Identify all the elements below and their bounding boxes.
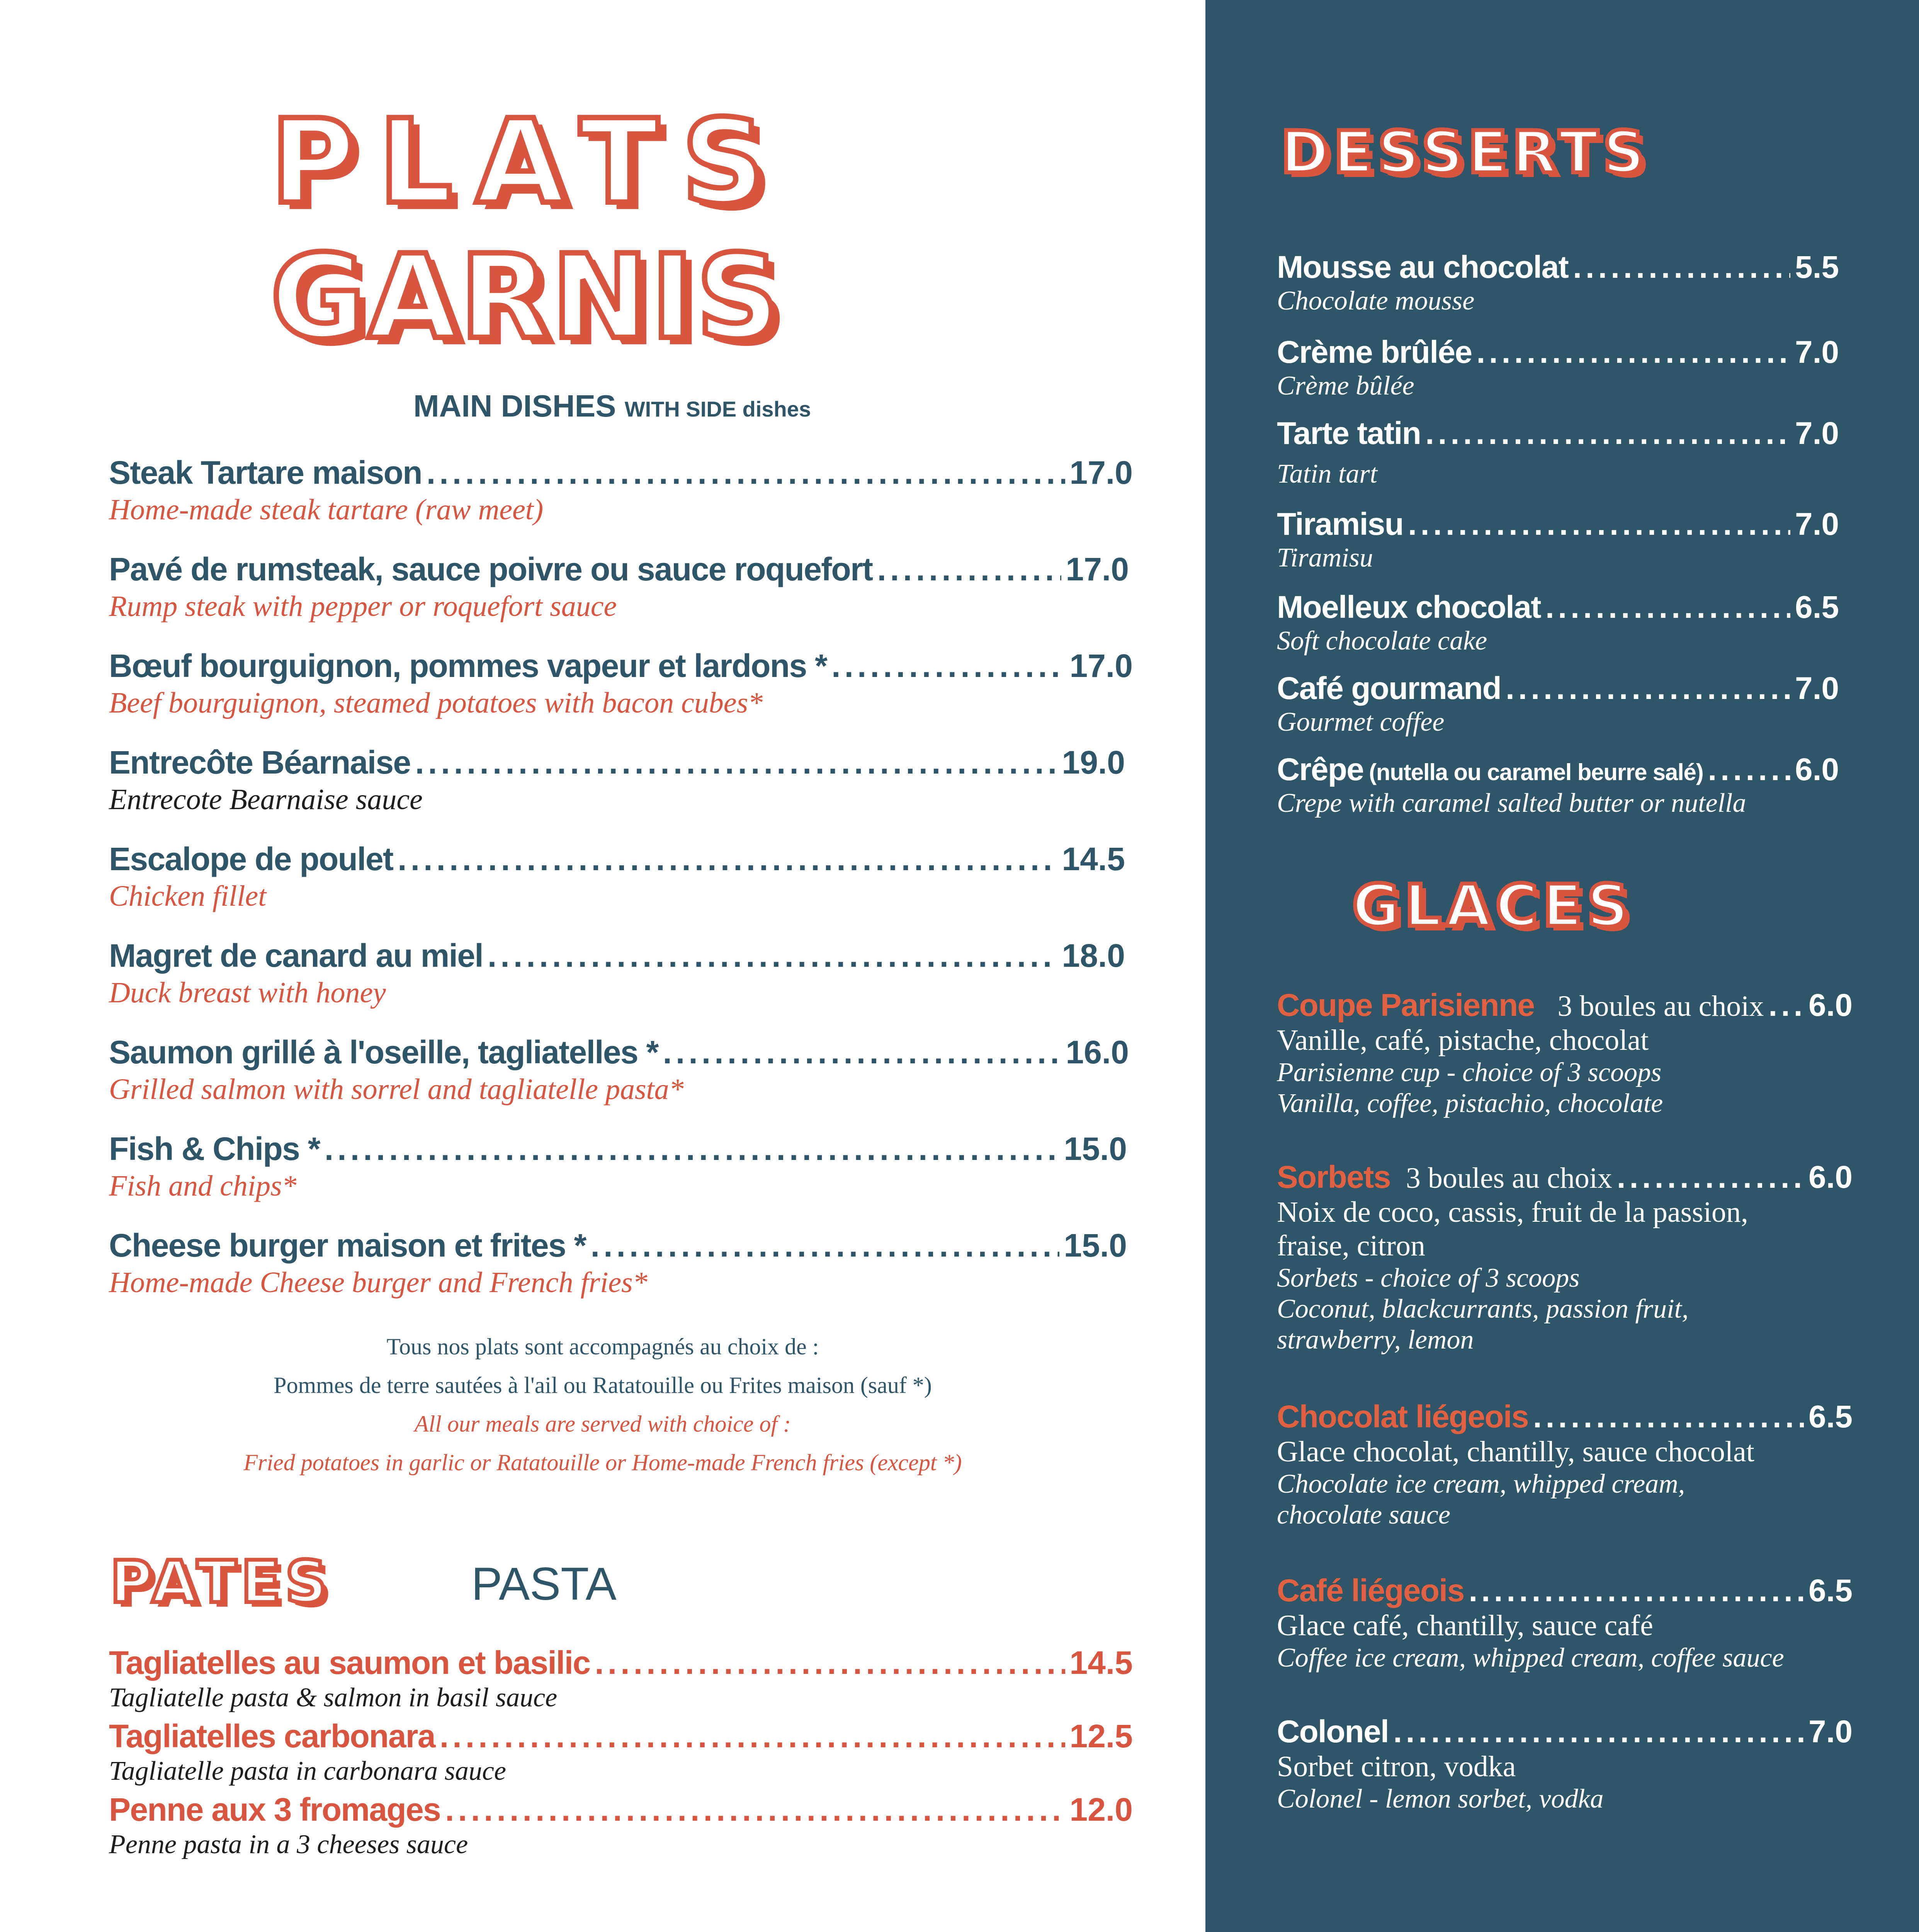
item-price: 19.0 — [1062, 744, 1125, 781]
item-name: Crêpe — [1277, 752, 1364, 787]
menu-item — [1277, 1573, 1853, 1673]
item-name: Sorbets — [1277, 1160, 1390, 1195]
item-desc: Tagliatelle pasta & salmon in basil sauce — [109, 1683, 558, 1713]
item-name: Bœuf bourguignon, pommes vapeur et lardons * — [109, 648, 827, 684]
menu-item — [1277, 249, 1839, 316]
side-dish-note-fr-2: Pommes de terre sautées à l'ail ou Ratatouille ou Frites maison (sauf *) — [274, 1372, 932, 1398]
item-desc: Colonel - lemon sorbet, vodka — [1277, 1784, 1604, 1814]
item-desc: Tatin tart — [1277, 459, 1378, 489]
leader-dots — [1425, 415, 1790, 452]
item-name: Magret de canard au miel — [109, 937, 483, 974]
item-line: Glace café, chantilly, sauce café — [1277, 1609, 1653, 1642]
item-name: Café gourmand — [1277, 671, 1501, 706]
item-name: Fish & Chips * — [109, 1131, 320, 1167]
item-name: Penne aux 3 fromages — [109, 1791, 441, 1828]
leader-dots — [1573, 249, 1790, 286]
item-desc: Home-made Cheese burger and French fries* — [109, 1266, 648, 1299]
leader-dots — [427, 454, 1065, 492]
menu-item — [1277, 1714, 1853, 1815]
menu-item — [109, 1130, 1127, 1203]
menu-item — [1277, 987, 1853, 1119]
item-desc: Grilled salmon with sorrel and tagliatelle pasta* — [109, 1073, 684, 1105]
item-desc: Tagliatelle pasta in carbonara sauce — [109, 1756, 506, 1786]
item-price: 15.0 — [1064, 1227, 1127, 1264]
item-desc: chocolate sauce — [1277, 1500, 1450, 1530]
item-name: Tagliatelles carbonara — [109, 1718, 435, 1754]
item-price: 12.0 — [1069, 1791, 1133, 1828]
leader-dots — [415, 744, 1057, 781]
item-desc: Coconut, blackcurrants, passion fruit, — [1277, 1294, 1689, 1324]
item-name: Steak Tartare maison — [109, 454, 422, 491]
item-price: 17.0 — [1066, 551, 1129, 587]
leader-dots — [831, 647, 1065, 685]
leader-dots — [591, 1227, 1059, 1264]
item-price: 12.5 — [1069, 1718, 1133, 1754]
item-desc: Chicken fillet — [109, 880, 267, 912]
leader-dots — [1768, 987, 1804, 1024]
menu-item — [109, 454, 1133, 527]
menu-item — [109, 840, 1125, 913]
item-line: fraise, citron — [1277, 1230, 1426, 1262]
item-desc: Sorbets - choice of 3 scoops — [1277, 1263, 1580, 1293]
plats-subtitle-small: WITH SIDE dishes — [624, 397, 811, 421]
leader-dots — [445, 1791, 1065, 1828]
item-desc: Tiramisu — [1277, 543, 1373, 573]
leader-dots — [1545, 589, 1790, 626]
menu-item — [1277, 415, 1839, 490]
item-price: 18.0 — [1062, 937, 1125, 974]
menu-item — [109, 551, 1129, 623]
item-name: Cheese burger maison et frites * — [109, 1227, 586, 1264]
item-name: Moelleux chocolat — [1277, 590, 1541, 625]
item-desc: Soft chocolate cake — [1277, 626, 1487, 656]
leader-dots — [1393, 1714, 1804, 1750]
plats-title-line1: PLATS — [270, 95, 789, 230]
leader-dots — [1476, 334, 1790, 371]
item-line: Noix de coco, cassis, fruit de la passion, — [1277, 1196, 1748, 1228]
leader-dots — [1506, 670, 1790, 707]
item-line: Sorbet citron, vodka — [1277, 1750, 1516, 1783]
item-price: 14.5 — [1069, 1645, 1133, 1681]
item-price: 6.5 — [1795, 590, 1839, 625]
plats-subtitle-main: MAIN DISHES — [413, 389, 616, 423]
item-price: 6.5 — [1809, 1399, 1853, 1434]
item-name: Entrecôte Béarnaise — [109, 744, 411, 781]
item-desc: Home-made steak tartare (raw meet) — [109, 493, 544, 526]
leader-dots — [1617, 1159, 1804, 1196]
leader-dots — [1469, 1573, 1804, 1609]
desserts-title: DESSERTS — [1281, 119, 1649, 186]
leader-dots — [488, 937, 1057, 975]
pates-title: PATES — [110, 1549, 332, 1616]
item-price: 6.0 — [1809, 1160, 1853, 1195]
side-dish-note-en-1: All our meals are served with choice of : — [414, 1411, 791, 1437]
menu-item — [109, 1644, 1133, 1713]
item-price: 16.0 — [1066, 1034, 1129, 1070]
item-desc: Chocolate mousse — [1277, 286, 1475, 316]
menu-item — [1277, 589, 1839, 656]
item-line: Vanille, café, pistache, chocolat — [1277, 1024, 1649, 1056]
item-price: 7.0 — [1795, 416, 1839, 451]
menu-item — [109, 647, 1133, 720]
menu-item — [109, 937, 1125, 1010]
leader-dots — [398, 840, 1057, 878]
menu-item — [109, 1718, 1133, 1787]
glaces-title: GLACES — [1352, 872, 1633, 940]
item-desc: Gourmet coffee — [1277, 707, 1445, 737]
item-name: Tarte tatin — [1277, 416, 1421, 451]
leader-dots — [1533, 1399, 1804, 1435]
item-price: 7.0 — [1795, 671, 1839, 706]
menu-item — [109, 1034, 1129, 1106]
item-price: 7.0 — [1795, 335, 1839, 370]
item-desc: Coffee ice cream, whipped cream, coffee sauce — [1277, 1643, 1784, 1673]
item-desc: strawberry, lemon — [1277, 1325, 1474, 1355]
item-price: 7.0 — [1809, 1714, 1853, 1749]
menu-item — [109, 1227, 1127, 1299]
menu-item — [1277, 1159, 1853, 1355]
plats-title-line2: GARNIS — [270, 230, 782, 365]
item-name: Café liégeois — [1277, 1573, 1464, 1608]
menu-item — [1277, 1399, 1853, 1531]
item-price: 6.0 — [1795, 752, 1839, 787]
item-desc: Parisienne cup - choice of 3 scoops — [1277, 1058, 1662, 1087]
item-desc: Duck breast with honey — [109, 976, 386, 1009]
item-choice: 3 boules au choix — [1557, 990, 1764, 1022]
item-desc: Crepe with caramel salted butter or nutella — [1277, 788, 1746, 818]
item-price: 17.0 — [1069, 648, 1133, 684]
pates-subtitle: PASTA — [471, 1558, 617, 1610]
item-desc: Chocolate ice cream, whipped cream, — [1277, 1469, 1685, 1499]
item-price: 15.0 — [1064, 1131, 1127, 1167]
item-desc: Rump steak with pepper or roquefort sauce — [109, 590, 617, 622]
item-price: 7.0 — [1795, 507, 1839, 542]
item-price: 6.5 — [1809, 1573, 1853, 1608]
leader-dots — [325, 1130, 1059, 1168]
leader-dots — [663, 1034, 1061, 1071]
leader-dots — [440, 1718, 1065, 1755]
item-price: 17.0 — [1069, 454, 1133, 491]
plats-subtitle — [413, 388, 811, 424]
item-choice: 3 boules au choix — [1406, 1162, 1612, 1194]
item-price: 14.5 — [1062, 841, 1125, 877]
item-desc: Penne pasta in a 3 cheeses sauce — [109, 1830, 468, 1859]
menu-item — [109, 744, 1125, 816]
item-line: Glace chocolat, chantilly, sauce chocolat — [1277, 1435, 1754, 1468]
menu-item — [109, 1791, 1133, 1860]
item-name: Tiramisu — [1277, 507, 1404, 542]
leader-dots — [1408, 506, 1790, 543]
item-name-extra: (nutella ou caramel beurre salé) — [1369, 759, 1703, 785]
item-name: Tagliatelles au saumon et basilic — [109, 1645, 590, 1681]
item-desc: Fish and chips* — [109, 1170, 297, 1202]
item-name: Escalope de poulet — [109, 841, 393, 877]
menu-item — [1277, 506, 1839, 573]
item-name: Crème brûlée — [1277, 335, 1472, 370]
leader-dots — [595, 1644, 1065, 1682]
leader-dots — [1708, 752, 1791, 788]
item-desc: Entrecote Bearnaise sauce — [109, 783, 423, 816]
menu-item — [1277, 670, 1839, 738]
side-dish-note-en-2: Fried potatoes in garlic or Ratatouille or Home-made French fries (except *) — [243, 1450, 962, 1475]
item-desc: Vanilla, coffee, pistachio, chocolate — [1277, 1088, 1663, 1118]
item-name: Saumon grillé à l'oseille, tagliatelles * — [109, 1034, 658, 1070]
item-name: Chocolat liégeois — [1277, 1399, 1529, 1434]
menu-item — [1277, 752, 1839, 819]
item-price: 6.0 — [1809, 988, 1853, 1023]
item-name: Pavé de rumsteak, sauce poivre ou sauce roquefort — [109, 551, 873, 587]
menu-item — [1277, 334, 1839, 401]
item-desc: Beef bourguignon, steamed potatoes with bacon cubes* — [109, 687, 763, 719]
item-name: Colonel — [1277, 1714, 1389, 1749]
item-name: Coupe Parisienne — [1277, 988, 1535, 1023]
item-desc: Crème bûlée — [1277, 371, 1414, 401]
item-name: Mousse au chocolat — [1277, 250, 1569, 285]
item-price: 5.5 — [1795, 250, 1839, 285]
side-dish-note-fr-1: Tous nos plats sont accompagnés au choix de : — [386, 1334, 819, 1359]
leader-dots — [877, 551, 1061, 588]
